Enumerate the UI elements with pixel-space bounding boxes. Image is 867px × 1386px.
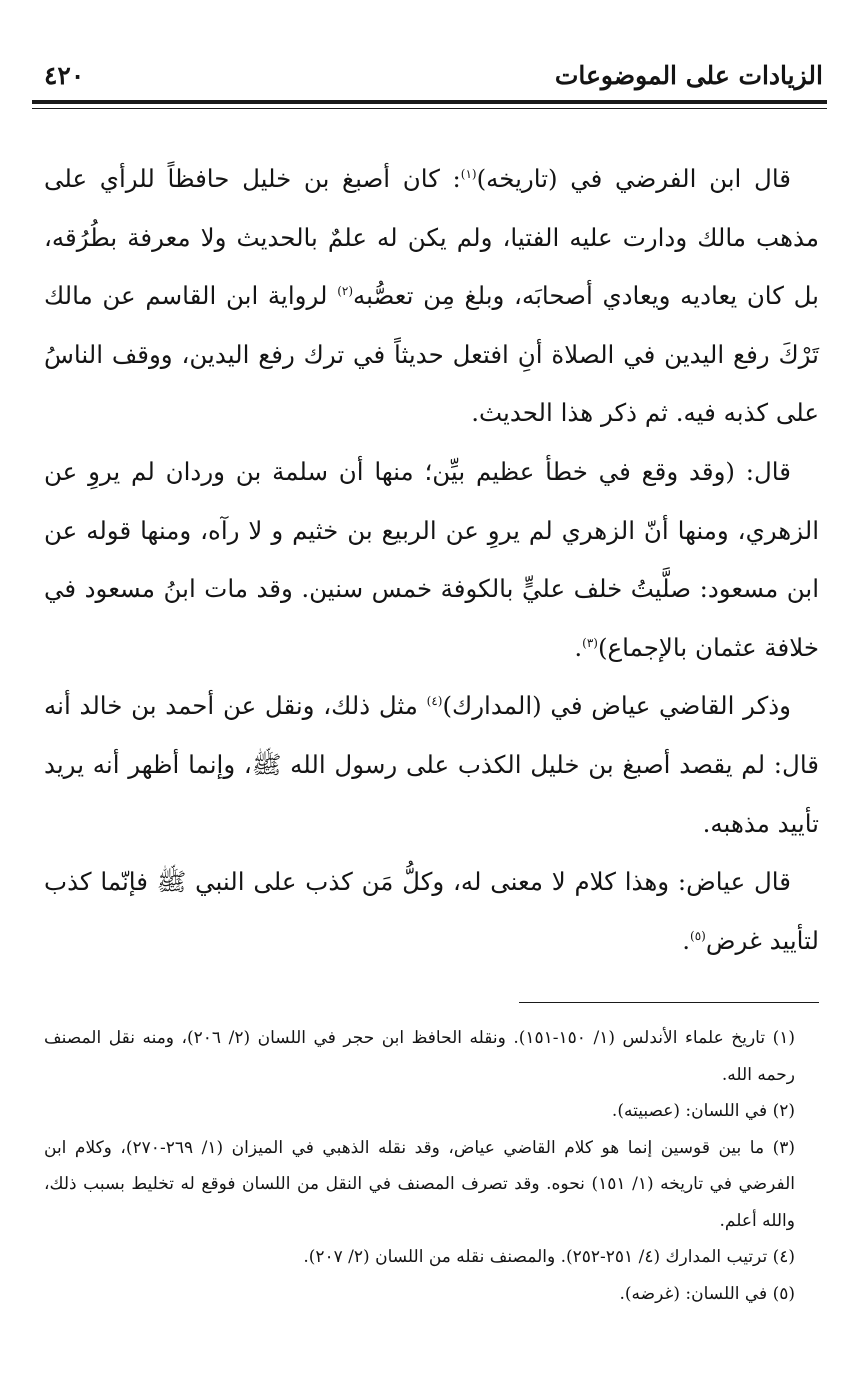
- paragraph: [44, 853, 819, 970]
- paragraph-text: .: [682, 925, 691, 955]
- footnote-ref: (١): [460, 166, 477, 181]
- footnotes: [44, 1020, 819, 1312]
- paragraph-text: قال ابن الفرضي في (تاريخه): [476, 164, 791, 193]
- running-title: الزيادات على الموضوعات: [554, 60, 823, 90]
- page-number: ٤٢٠: [44, 60, 85, 90]
- footnote-ref: (٤): [426, 694, 443, 709]
- page-header: [44, 52, 823, 98]
- paragraph-text: مثل ذلك، ونقل عن أحمد بن خالد أنه قال: لم يقصد أصبغ بن خليل الكذب على رسول الله ﷺ، وإنما أظهر أنه يريد تأييد مذهبه.: [44, 691, 819, 838]
- paragraph: [44, 677, 819, 853]
- footnote-item: (١) تاريخ علماء الأندلس (١/ ١٥٠-١٥١). ونقله الحافظ ابن حجر في اللسان (٢/ ٢٠٦)، ومنه نقل المصنف رحمه الله.: [44, 1028, 796, 1085]
- paragraph-text: قال: (وقد وقع في خطأ عظيم بيِّن؛ منها أن سلمة بن وردان لم يروِ عن الزهري، ومنها أنّ الزهري لم يروِ عن الربيع بن خثيم و لا رآه، ومنها قوله عن ابن مسعود: صلَّيتُ خلف عليٍّ بالكوفة خمس سنين. وقد مات ابنُ مسعود في خلافة عثمان بالإجماع): [44, 456, 819, 662]
- main-text: [44, 150, 819, 970]
- paragraph-text: قال عياض: وهذا كلام لا معنى له، وكلُّ مَن كذب على النبي ﷺ فإنّما كذب لتأييد غرض: [44, 867, 819, 955]
- header-rule-thick: [32, 100, 827, 104]
- paragraph: [44, 150, 819, 443]
- header-rule-thin: [32, 108, 827, 109]
- paragraph-text: وذكر القاضي عياض في (المدارك): [442, 691, 792, 721]
- footnote-ref: (٢): [337, 284, 354, 299]
- footnote-item: (٣) ما بين قوسين إنما هو كلام القاضي عياض، وقد نقله الذهبي في الميزان (١/ ٢٦٩-٢٧٠)، وكلام ابن الفرضي في تاريخه (١/ ١٥١) نحوه. وقد تصرف المصنف في النقل من اللسان فوقع له تخليط بسبب ذلك، والله أعلم.: [44, 1137, 795, 1231]
- footnote-separator: [519, 1002, 819, 1003]
- footnote-item: (٤) ترتيب المدارك (٤/ ٢٥١-٢٥٢). والمصنف نقله من اللسان (٢/ ٢٠٧).: [303, 1247, 795, 1267]
- paragraph: [44, 443, 819, 677]
- footnote-ref: (٥): [690, 928, 706, 943]
- paragraph-text: .: [574, 632, 583, 662]
- footnote-item: (٥) في اللسان: (غرضه).: [619, 1283, 795, 1304]
- paragraph-text: لرواية ابن القاسم عن مالك تَرْكَ رفع اليدين في الصلاة أنِ افتعل حديثاً في ترك رفع اليدين، ووقف الناسُ على كذبه فيه. ثم ذكر هذا الحديث.: [44, 281, 819, 428]
- footnote-ref: (٣): [582, 635, 598, 650]
- footnote-item: (٢) في اللسان: (عصبيته).: [611, 1101, 795, 1121]
- paragraph-text: : كان أصبغ بن خليل حافظاً للرأي على مذهب مالك ودارت عليه الفتيا، ولم يكن له علمٌ بالحديث ولا معرفة بطُرُقه، بل كان يعاديه ويعادي أصحابَه، وبلغ مِن تعصُّبه: [44, 164, 819, 311]
